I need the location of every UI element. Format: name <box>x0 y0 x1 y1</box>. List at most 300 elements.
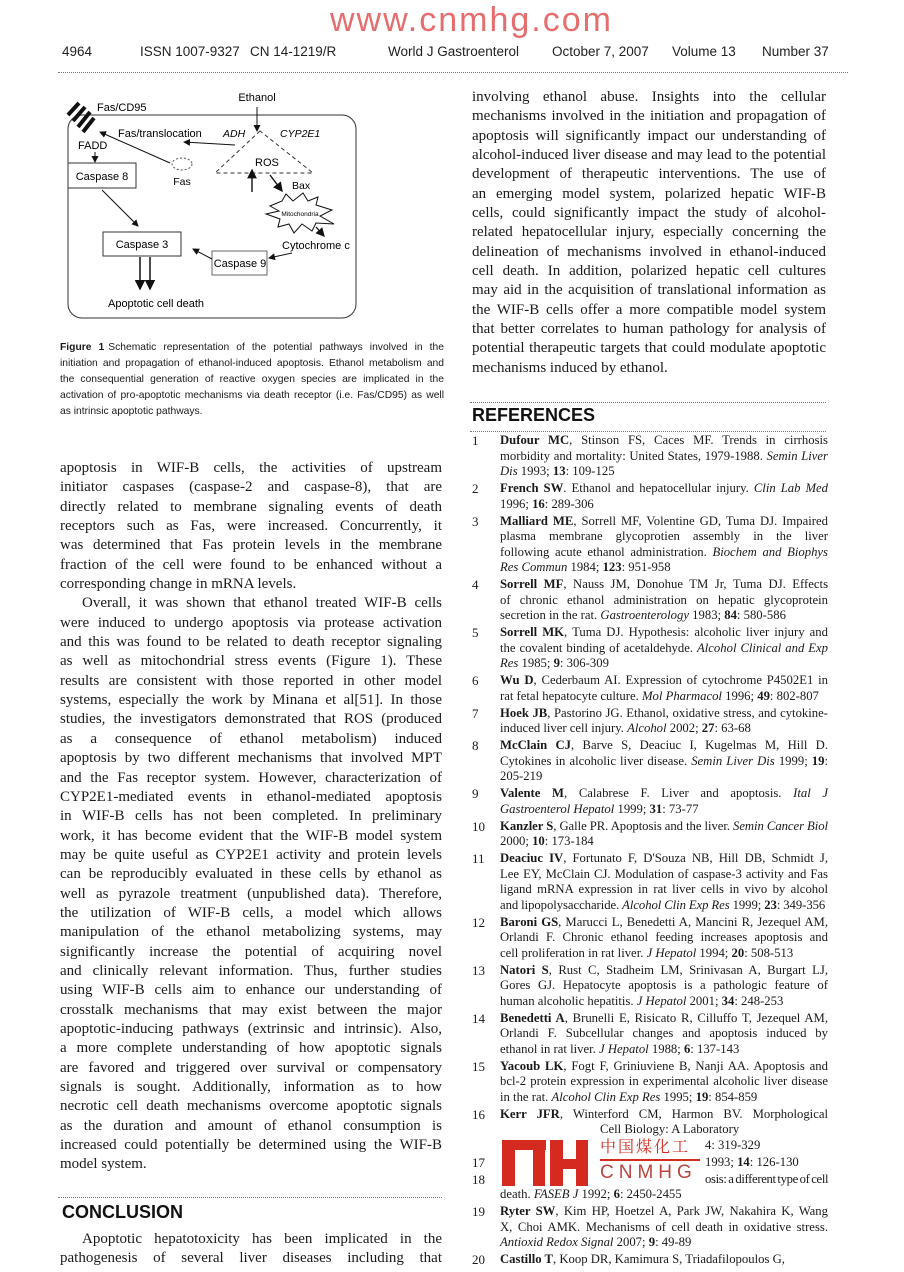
reference-text: , Marucci L, Benedetti A, Mancini R, Jezequel AM, <box>558 914 828 929</box>
text-line: apoptosis by two different mechanisms that involved MPT <box>60 750 442 767</box>
caption-line <box>60 356 444 372</box>
conclusion-divider <box>58 1197 442 1198</box>
reference-text: 6 <box>683 1041 691 1056</box>
text-line: results are consistent with those reported in other model <box>60 672 442 689</box>
reference-line <box>500 673 828 689</box>
text-line: model system. <box>60 1156 147 1173</box>
label-adh: ADH <box>223 128 246 140</box>
reference-text: Wu D <box>500 673 534 687</box>
reference-line <box>500 786 828 802</box>
label-fas-cd95: Fas/CD95 <box>97 102 147 114</box>
reference-text: Alcohol Clin Exp Res <box>551 1089 661 1104</box>
reference-text: Baroni GS <box>500 914 559 929</box>
reference-text: death. <box>500 1187 534 1201</box>
reference-text: 1993; <box>517 464 553 478</box>
reference-text: 2000; <box>500 834 533 848</box>
reference-line <box>500 867 828 883</box>
arrow-caspase9-to-3 <box>193 249 212 259</box>
reference-number: 19 <box>472 1204 485 1219</box>
text-line: cell death. In addition, polarized hepatic cell cultures <box>472 263 826 280</box>
caption-text: the consequential generation of reactive oxygen species are implicated in the <box>60 374 444 385</box>
text-line: are favored and triggered over survival or compensatory <box>60 1059 442 1076</box>
text-line: in WIF-B cells has not been completed. In preliminary <box>60 808 442 825</box>
reference-text: , Stinson FS, Caces MF. Trends in cirrhosis <box>569 433 828 447</box>
reference-item <box>472 1204 828 1251</box>
right-column-body <box>472 88 826 378</box>
reference-text: , Barve S, Deaciuc I, Kugelmas M, Hill D. <box>571 738 828 752</box>
reference-text: : 854-859 <box>708 1089 758 1104</box>
reference-line <box>500 577 828 593</box>
text-line: Overall, it was shown that ethanol treated WIF-B cells <box>82 595 442 612</box>
reference-item <box>472 1011 828 1058</box>
reference-text: 1995; <box>660 1089 696 1104</box>
caption-line <box>60 388 444 404</box>
reference-number: 2 <box>472 481 479 496</box>
reference-text: Gastroenterology <box>600 608 689 622</box>
reference-number: 3 <box>472 513 479 529</box>
text-line: may aid in the acquisition of translational information as <box>472 282 826 299</box>
label-ethanol: Ethanol <box>238 92 276 104</box>
conclusion-heading: CONCLUSION <box>62 1202 183 1222</box>
reference-text: Ital J <box>793 786 828 800</box>
reference-number: 8 <box>472 738 479 753</box>
reference-line <box>500 769 828 785</box>
reference-line <box>500 754 828 770</box>
reference-line <box>500 1059 828 1075</box>
text-line: as a consequence of ethanol metabolism) induced <box>60 730 442 747</box>
arrow-mito-to-cytc <box>316 227 324 236</box>
issue-number: Number 37 <box>762 44 829 59</box>
text-line: fraction of the cell were found to be enhanced without a <box>60 556 442 573</box>
label-cyp2e1: CYP2E1 <box>280 128 321 140</box>
text-line: directly related to membrane signaling events of death <box>60 498 442 515</box>
reference-text: 1988; <box>648 1041 684 1056</box>
reference-line <box>500 1204 828 1220</box>
text-line: mechanisms induced by ethanol. <box>472 359 668 376</box>
text-line: may be quite useful as CYP2E1 activity and protein levels <box>60 846 442 863</box>
reference-text: cell proliferation in rat liver. <box>500 945 647 960</box>
reference-text: : 508-513 <box>744 945 794 960</box>
reference-line <box>500 593 828 609</box>
reference-text: 9 <box>553 656 560 670</box>
reference-text: : 289-306 <box>544 496 594 511</box>
reference-text: 27 <box>701 721 715 735</box>
text-line: were induced to undergo apoptosis via protease activation <box>60 614 442 631</box>
reference-item <box>472 819 828 850</box>
reference-text: 1999; <box>774 753 812 768</box>
reference-number: 5 <box>472 625 479 640</box>
label-mitochondria: Mitochondria <box>281 211 319 218</box>
text-line: increased could potentially be determined using the WIF-B <box>60 1137 442 1154</box>
reference-line <box>500 706 828 722</box>
reference-text: Cytokines in alcoholic liver disease. <box>500 753 692 768</box>
reference-text: 23 <box>764 897 777 912</box>
reference-number: 6 <box>472 673 479 688</box>
text-line: Apoptotic hepatotoxicity has been implicated in the <box>82 1231 442 1247</box>
reference-line <box>500 1187 828 1203</box>
text-line: systems, especially the work by Minana et al[51]. In those <box>60 692 442 709</box>
reference-text: : 349-356 <box>776 897 826 912</box>
reference-line <box>500 449 828 465</box>
reference-item <box>472 1059 828 1106</box>
text-line: significantly increase the potential of acquiring novel <box>60 943 442 960</box>
reference-text: , Galle PR. Apoptosis and the liver. <box>553 818 734 833</box>
reference-text: bcl-2 protein expression in experimental alcoholic liver disease <box>500 1074 828 1088</box>
reference-text: 1994; <box>696 945 732 960</box>
text-line: delineation of mechanisms involved in ethanol-induced <box>472 243 826 260</box>
reference-text: : 63-68 <box>714 721 751 735</box>
reference-number: 20 <box>472 1252 485 1267</box>
reference-text: : 951-958 <box>621 560 671 574</box>
text-line: an emerging model system, polarized hepatic WIF-B <box>472 185 826 202</box>
reference-line <box>500 1026 828 1042</box>
reference-text: : <box>824 753 828 768</box>
reference-number: 9 <box>472 786 479 801</box>
reference-text: rat fetal hepatocyte culture. <box>500 688 642 703</box>
reference-line <box>500 819 828 835</box>
reference-line <box>500 851 828 867</box>
reference-text: 19 <box>811 753 825 768</box>
arrow-caspase8-to-3 <box>102 190 138 226</box>
reference-number: 15 <box>472 1058 485 1074</box>
reference-text: Ryter SW <box>500 1204 556 1218</box>
reference-text: Clin Lab Med <box>753 481 828 495</box>
reference-text: 2007; <box>613 1235 649 1249</box>
logo-english-text: CNMHG <box>600 1162 697 1183</box>
reference-text: Dufour MC <box>500 433 570 447</box>
text-line: and the Fas receptor system. However, characterization of <box>60 769 442 786</box>
reference-text: 4: 319-329 <box>705 1137 761 1152</box>
reference-line <box>500 882 828 898</box>
reference-line <box>500 978 828 994</box>
reference-text: : 248-253 <box>734 993 784 1008</box>
reference-text: following acute ethanol administration. <box>500 544 713 559</box>
reference-text: Hoek JB <box>500 705 548 720</box>
reference-text: Alcohol <box>627 721 667 735</box>
reference-text: Yacoub LK <box>500 1058 564 1073</box>
reference-text: 16 <box>532 496 545 511</box>
caption-label: Figure 1 <box>60 342 105 353</box>
fas-receptor-icon <box>68 103 94 132</box>
text-line: studies, the investigators demonstrated that ROS (produced <box>60 711 442 728</box>
volume: Volume 13 <box>672 44 736 59</box>
reference-text: 1985; <box>518 656 554 670</box>
reference-text: Benedetti A <box>500 1010 565 1025</box>
reference-item <box>472 706 828 737</box>
reference-text: Res Commun <box>500 560 568 574</box>
reference-text: 34 <box>721 993 735 1008</box>
reference-text: and lipopolysaccharide. <box>500 897 623 912</box>
figure-caption <box>60 340 444 420</box>
text-line: initiator caspases (caspase-2 and caspase-8), that are <box>60 479 442 496</box>
label-fas: Fas <box>173 176 191 188</box>
reference-text: , Calabrese F. Liver and apoptosis. <box>564 786 794 800</box>
reference-text: : 109-125 <box>565 464 615 478</box>
reference-item <box>472 514 828 576</box>
text-line: corresponding change in mRNA levels. <box>60 576 297 593</box>
caption-text: Schematic representation of the potential pathways involved in the <box>108 342 444 353</box>
reference-number: 13 <box>472 962 485 978</box>
reference-number: 11 <box>472 851 485 866</box>
reference-line <box>500 625 828 641</box>
reference-line <box>500 721 828 737</box>
caption-text: activation of pro-apoptotic mechanisms via death receptor (i.e. Fas/CD95) as well <box>60 390 444 401</box>
reference-text: , Kim HP, Hoetzel A, Park JW, Nakahira K, Wang <box>555 1204 828 1218</box>
reference-item <box>472 786 828 817</box>
reference-line <box>500 529 828 545</box>
reference-text: secretion in the rat. <box>500 608 601 622</box>
cn-number: CN 14-1219/R <box>250 44 337 59</box>
reference-text: 31 <box>649 801 663 816</box>
reference-text: , Fortunato F, D'Souza NB, Hill DB, Schmidt J, <box>563 851 828 865</box>
reference-item <box>472 1252 828 1268</box>
reference-text: 20 <box>731 945 745 960</box>
reference-text: Semin Cancer Biol <box>733 818 828 833</box>
journal-name: World J Gastroenterol <box>388 44 520 59</box>
reference-line <box>500 915 828 931</box>
reference-line <box>500 898 828 914</box>
label-caspase-9: Caspase 9 <box>213 258 267 270</box>
text-line: signals is sought. Additionally, information as to how <box>60 1079 442 1095</box>
reference-text: Orlandi F. Chronic ethanol feeding increases apoptosis and <box>500 930 828 944</box>
reference-item <box>472 673 828 704</box>
reference-text: , Tuma DJ. Hypothesis: alcoholic liver injury and <box>564 625 828 639</box>
reference-text: , Brunelli E, Risicato R, Cilluffo T, Jezequel AM, <box>564 1010 829 1025</box>
reference-text: osis: a different type of cell <box>705 1171 829 1186</box>
reference-text: Gastroenterol Hepatol <box>500 801 615 816</box>
reference-line <box>500 641 828 657</box>
reference-line <box>500 481 828 497</box>
reference-text: Kanzler S <box>500 818 554 833</box>
text-line: as the duration and amount of ethanol consumption is <box>60 1117 442 1134</box>
reference-text: 1999; <box>614 801 650 816</box>
text-line: can be reproducibly evaluated in these cells by ethanol as <box>60 866 442 883</box>
reference-line <box>500 689 828 705</box>
reference-line <box>500 1235 828 1251</box>
reference-text: FASEB J <box>533 1187 579 1201</box>
reference-text: Semin Liver <box>766 448 828 463</box>
caption-text: as intrinsic apoptotic pathways. <box>60 406 203 417</box>
reference-text: French SW <box>500 481 564 495</box>
reference-line <box>500 946 828 962</box>
reference-item <box>472 851 828 913</box>
reference-text: , Cederbaum AI. Expression of cytochrome P4502E1 in <box>533 673 828 687</box>
reference-text: 10 <box>532 834 545 848</box>
reference-text: induced liver cell injury. <box>500 721 628 735</box>
header-divider <box>58 72 848 73</box>
reference-text: in the rat. <box>500 1089 552 1104</box>
reference-text: , Rust C, Stadheim LM, Srinivasan A, Burgart LJ, <box>548 962 828 977</box>
text-line: apoptotic-inducing pathways (extrinsic and intrinsic). Also, <box>60 1020 442 1037</box>
reference-text: the covalent binding of acetaldehyde. <box>500 640 698 655</box>
issn: ISSN 1007-9327 <box>140 44 240 59</box>
reference-line <box>500 464 828 480</box>
label-caspase-8: Caspase 8 <box>75 171 129 183</box>
reference-text: Biochem and Biophys <box>712 544 828 559</box>
text-line: apoptosis will significantly impact our understanding of <box>472 127 826 144</box>
reference-text: 14 <box>737 1154 750 1169</box>
reference-line <box>500 1074 828 1090</box>
reference-text: Malliard ME <box>500 513 574 528</box>
reference-line <box>500 608 828 624</box>
reference-text: 6 <box>613 1187 620 1201</box>
text-line: crosstalk mechanisms that may exist between the major <box>60 1001 442 1018</box>
reference-text: Sorrell MF <box>500 577 564 591</box>
reference-text: , Koop DR, Kamimura S, Triadafilopoulos G, <box>553 1252 785 1266</box>
label-fas-translocation: Fas/translocation <box>118 128 202 140</box>
reference-text: 1996; <box>500 496 533 511</box>
text-line: the utilization of WIF-B cells, a model which allows <box>60 904 442 921</box>
reference-text: , Fogt F, Griniuviene B, Nanji AA. Apoptosis and <box>563 1058 828 1073</box>
reference-line <box>500 1220 828 1236</box>
reference-item <box>472 915 828 962</box>
text-line: was determined that Fas protein levels in the membrane <box>60 537 442 554</box>
reference-text: : 580-586 <box>736 608 786 622</box>
text-line: well as pyrazole treatment (unpublished data). Therefore, <box>60 885 442 902</box>
reference-text: J Hepatol <box>646 945 697 960</box>
reference-text: Alcohol Clin Exp Res <box>622 897 730 912</box>
text-line: manipulation of the ethanol metabolizing systems, may <box>60 924 442 941</box>
reference-text: 2001; <box>686 993 722 1008</box>
reference-line <box>500 802 828 818</box>
reference-text: Orlandi F. Subcellular changes and apoptosis induced by <box>500 1026 828 1040</box>
reference-text: ligand mRNA expression in rat liver cells in vivo by alcohol <box>500 882 828 896</box>
reference-text: 2002; <box>666 721 702 735</box>
reference-text: Kerr JFR <box>500 1106 560 1121</box>
reference-text: Res <box>500 656 519 670</box>
reference-text: 205-219 <box>500 769 543 783</box>
reference-item <box>472 963 828 1010</box>
reference-text: , Winterford CM, Harmon BV. Morphological <box>559 1106 828 1121</box>
reference-line <box>500 1042 828 1058</box>
label-fadd: FADD <box>78 140 108 152</box>
caption-text: initiation and propagation of ethanol-induced apoptosis. Ethanol metabolism and <box>60 358 444 369</box>
reference-text: X, Choi AMK. Mechanisms of cell death in oxidative stress. <box>500 1219 828 1234</box>
reference-number: 4 <box>472 577 479 592</box>
reference-item <box>472 625 828 672</box>
reference-text: : 173-184 <box>544 834 594 848</box>
label-caspase-3: Caspase 3 <box>115 239 169 251</box>
reference-text: Cell Biology: A Laboratory <box>600 1122 740 1136</box>
reference-text: Lee EY, McClain CJ. Modulation of caspase-3 activity and Fas <box>500 866 828 881</box>
reference-text: 19 <box>695 1089 709 1104</box>
text-line: receptors such as Fas, were increased. Concurrently, it <box>60 518 442 535</box>
text-line: a more complete understanding of how apoptotic signals <box>60 1040 442 1057</box>
reference-text: 49 <box>757 688 770 703</box>
reference-line <box>500 514 828 530</box>
text-line: work, it has become evident that the WIF-B model system <box>60 827 442 844</box>
text-line: as well as mitochondrial stress events (Figure 1). These <box>60 653 442 670</box>
reference-text: 1996; <box>721 688 758 703</box>
reference-number: 18 <box>472 1171 485 1187</box>
reference-item <box>472 577 828 624</box>
reference-text: 1993; <box>705 1154 738 1169</box>
reference-text: ethanol in rat liver. <box>500 1041 600 1056</box>
reference-line <box>500 1011 828 1027</box>
reference-text: Alcohol Clinical and Exp <box>697 640 828 655</box>
conclusion-body <box>60 1230 442 1269</box>
reference-number: 1 <box>472 433 479 448</box>
reference-text: 13 <box>552 464 566 478</box>
reference-line <box>500 433 828 449</box>
caption-line <box>60 340 444 356</box>
text-line: involving ethanol abuse. Insights into the cellular <box>472 89 826 105</box>
reference-text: Semin Liver Dis <box>691 753 775 768</box>
reference-text: of chronic ethanol administration on hepatic glycoprotein <box>500 592 828 607</box>
reference-item <box>472 738 828 785</box>
reference-line <box>500 963 828 979</box>
arrow-ros-to-bax <box>270 175 282 191</box>
reference-text: 1984; <box>567 560 603 574</box>
text-line: potential therapeutic targets that could modulate apoptotic <box>472 340 826 357</box>
reference-text: Natori S <box>500 962 549 977</box>
reference-line <box>500 1107 828 1123</box>
text-line: and this was found to be related to death receptor signaling <box>60 634 442 651</box>
reference-text: : 137-143 <box>690 1041 740 1056</box>
label-apoptotic-death: Apoptotic cell death <box>107 298 205 310</box>
reference-line <box>500 560 828 576</box>
arrow-cytc-to-caspase9 <box>269 253 292 258</box>
reference-text: 1983; <box>688 608 725 622</box>
reference-line <box>500 930 828 946</box>
reference-number: 17 <box>472 1154 485 1170</box>
reference-item <box>472 481 828 512</box>
reference-text: Dis <box>500 464 518 478</box>
reference-text: Valente M <box>500 786 565 800</box>
text-line: alcohol-induced liver disease and may lead to the potential <box>472 147 826 164</box>
reference-text: J Hepatol <box>599 1041 649 1056</box>
logo-chinese-text: 中国煤化工 <box>600 1139 691 1156</box>
text-line: necrotic cell death mechanisms overcome apoptotic signals <box>60 1098 442 1115</box>
label-cytochrome-c: Cytochrome c <box>282 240 350 252</box>
cnmhg-logo <box>502 1140 702 1186</box>
reference-text: 9 <box>648 1235 656 1249</box>
text-line: pathogenesis of several liver diseases including that <box>60 1250 442 1267</box>
reference-text: human alcoholic hepatitis. <box>500 993 637 1008</box>
references-heading: REFERENCES <box>472 405 596 425</box>
reference-number: 12 <box>472 914 485 930</box>
reference-line <box>500 1122 828 1138</box>
reference-line <box>500 497 828 513</box>
references-divider <box>470 402 826 403</box>
text-line: using WIF-B cells aim to enhance our understanding of <box>60 982 442 999</box>
reference-text: 84 <box>724 608 737 622</box>
reference-text: plasma membrane glycoprotien assembly in the liver <box>500 529 828 543</box>
reference-line <box>500 1252 828 1268</box>
reference-text: : 2450-2455 <box>619 1187 682 1201</box>
reference-text: morbidity and mortality: United States, 1979-1988. <box>500 448 767 463</box>
reference-text: J Hepatol <box>636 993 687 1008</box>
reference-text: McClain CJ <box>500 738 572 752</box>
left-column-body <box>60 459 442 1175</box>
watermark: www.cnmhg.com <box>330 1 613 39</box>
reference-text: 1999; <box>729 897 765 912</box>
reference-text: , Sorrell MF, Volentine GD, Tuma DJ. Impaired <box>573 513 828 528</box>
reference-line <box>500 738 828 754</box>
reference-text: Castillo T <box>500 1252 553 1266</box>
reference-line <box>500 994 828 1010</box>
reference-number: 10 <box>472 818 485 834</box>
text-line: development of therapeutic interventions. The use of <box>472 166 826 183</box>
reference-item <box>472 433 828 480</box>
caption-line <box>60 404 444 420</box>
issue-date: October 7, 2007 <box>552 44 649 59</box>
reference-text: : 49-89 <box>655 1235 692 1249</box>
reference-number: 14 <box>472 1010 485 1026</box>
reference-text: Deaciuc IV <box>500 851 564 865</box>
text-line: mechanisms involved in the initiation and propagation of <box>472 108 826 125</box>
reference-text: 123 <box>602 560 622 574</box>
